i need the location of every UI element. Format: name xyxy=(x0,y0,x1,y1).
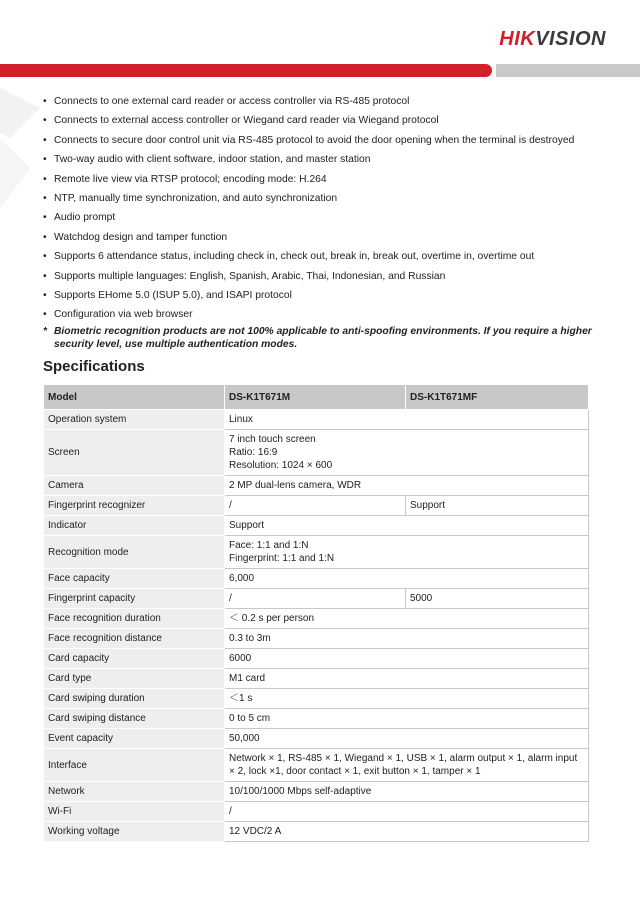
spec-label: Fingerprint capacity xyxy=(44,589,225,609)
table-row xyxy=(44,649,589,669)
spec-value: 50,000 xyxy=(225,729,589,749)
table-row xyxy=(44,609,589,629)
table-row xyxy=(44,516,589,536)
spec-label: Card type xyxy=(44,669,225,689)
spec-value: ＜1 s xyxy=(225,689,589,709)
spec-label: Event capacity xyxy=(44,729,225,749)
spec-label: Wi-Fi xyxy=(44,802,225,822)
header-red-bar xyxy=(0,64,492,77)
feature-item: • Connects to external access controller or Wiegand card reader via Wiegand protocol xyxy=(43,111,603,130)
logo-part-vision: VISION xyxy=(535,28,606,50)
spec-label: Recognition mode xyxy=(44,536,225,569)
spec-value: 6000 xyxy=(225,649,589,669)
spec-label: Card swiping distance xyxy=(44,709,225,729)
spec-value-mf: 5000 xyxy=(406,589,589,609)
spec-value: / xyxy=(225,802,589,822)
spec-label: Face recognition duration xyxy=(44,609,225,629)
spec-label: Camera xyxy=(44,476,225,496)
spec-value: Support xyxy=(225,516,589,536)
table-row xyxy=(44,822,589,842)
table-row xyxy=(44,410,589,430)
spec-value: / xyxy=(225,496,406,516)
spec-value: 10/100/1000 Mbps self-adaptive xyxy=(225,782,589,802)
table-row xyxy=(44,430,589,476)
specifications-table xyxy=(43,384,589,842)
spec-value: Network × 1, RS-485 × 1, Wiegand × 1, USB × 1, alarm output × 1, alarm input × 2, lock ×1, door contact × 1, exit button × 1, tamper × 1 xyxy=(225,749,589,782)
header-grey-bar xyxy=(496,64,640,77)
header-model-1: DS-K1T671M xyxy=(225,385,406,410)
spec-value: 12 VDC/2 A xyxy=(225,822,589,842)
table-row xyxy=(44,802,589,822)
table-row xyxy=(44,569,589,589)
feature-item: • Watchdog design and tamper function xyxy=(43,228,603,247)
spec-label: Face capacity xyxy=(44,569,225,589)
feature-item: • Connects to secure door control unit via RS-485 protocol to avoid the door opening when the terminal is destroyed xyxy=(43,131,603,150)
note-text: Biometric recognition products are not 100% applicable to anti-spoofing environments. If you require a higher security level, use multiple authentication modes. xyxy=(54,326,592,350)
spec-label: Fingerprint recognizer xyxy=(44,496,225,516)
table-row xyxy=(44,749,589,782)
spec-label: Operation system xyxy=(44,410,225,430)
biometric-note xyxy=(43,326,614,351)
spec-value: / xyxy=(225,589,406,609)
spec-value: Face: 1:1 and 1:N Fingerprint: 1:1 and 1:N xyxy=(225,536,589,569)
table-row xyxy=(44,782,589,802)
spec-value-mf: Support xyxy=(406,496,589,516)
table-row xyxy=(44,709,589,729)
spec-label: Indicator xyxy=(44,516,225,536)
spec-label: Network xyxy=(44,782,225,802)
spec-label: Interface xyxy=(44,749,225,782)
section-title: Specifications xyxy=(43,358,145,375)
header-model: Model xyxy=(44,385,225,410)
table-row xyxy=(44,589,589,609)
logo-part-hik: HIK xyxy=(499,28,536,50)
table-row xyxy=(44,689,589,709)
feature-item: • Supports multiple languages: English, Spanish, Arabic, Thai, Indonesian, and Russian xyxy=(43,267,603,286)
spec-value: 6,000 xyxy=(225,569,589,589)
table-row xyxy=(44,629,589,649)
spec-label: Screen xyxy=(44,430,225,476)
feature-item: • Supports EHome 5.0 (ISUP 5.0), and ISAPI protocol xyxy=(43,286,603,305)
table-row xyxy=(44,476,589,496)
table-row xyxy=(44,496,589,516)
table-header-row xyxy=(44,385,589,410)
spec-value: ＜ 0.2 s per person xyxy=(225,609,589,629)
note-asterisk: * xyxy=(43,326,48,337)
hikvision-logo xyxy=(499,28,606,51)
spec-value: 7 inch touch screen Ratio: 16:9 Resolution: 1024 × 600 xyxy=(225,430,589,476)
spec-value: 0 to 5 cm xyxy=(225,709,589,729)
feature-list xyxy=(43,92,603,325)
table-row xyxy=(44,669,589,689)
spec-label: Face recognition distance xyxy=(44,629,225,649)
spec-value: 2 MP dual-lens camera, WDR xyxy=(225,476,589,496)
spec-label: Card capacity xyxy=(44,649,225,669)
feature-item: • Two-way audio with client software, indoor station, and master station xyxy=(43,150,603,169)
feature-item: • Supports 6 attendance status, including check in, check out, break in, break out, overtime in, overtime out xyxy=(43,247,603,266)
table-row xyxy=(44,536,589,569)
feature-item: • Configuration via web browser xyxy=(43,305,603,324)
feature-item: • NTP, manually time synchronization, and auto synchronization xyxy=(43,189,603,208)
header-model-2: DS-K1T671MF xyxy=(406,385,589,410)
spec-label: Working voltage xyxy=(44,822,225,842)
feature-item: • Audio prompt xyxy=(43,208,603,227)
spec-value: 0.3 to 3m xyxy=(225,629,589,649)
spec-value: Linux xyxy=(225,410,589,430)
spec-label: Card swiping duration xyxy=(44,689,225,709)
feature-item: • Remote live view via RTSP protocol; encoding mode: H.264 xyxy=(43,170,603,189)
spec-value: M1 card xyxy=(225,669,589,689)
table-row xyxy=(44,729,589,749)
feature-item: • Connects to one external card reader or access controller via RS-485 protocol xyxy=(43,92,603,111)
